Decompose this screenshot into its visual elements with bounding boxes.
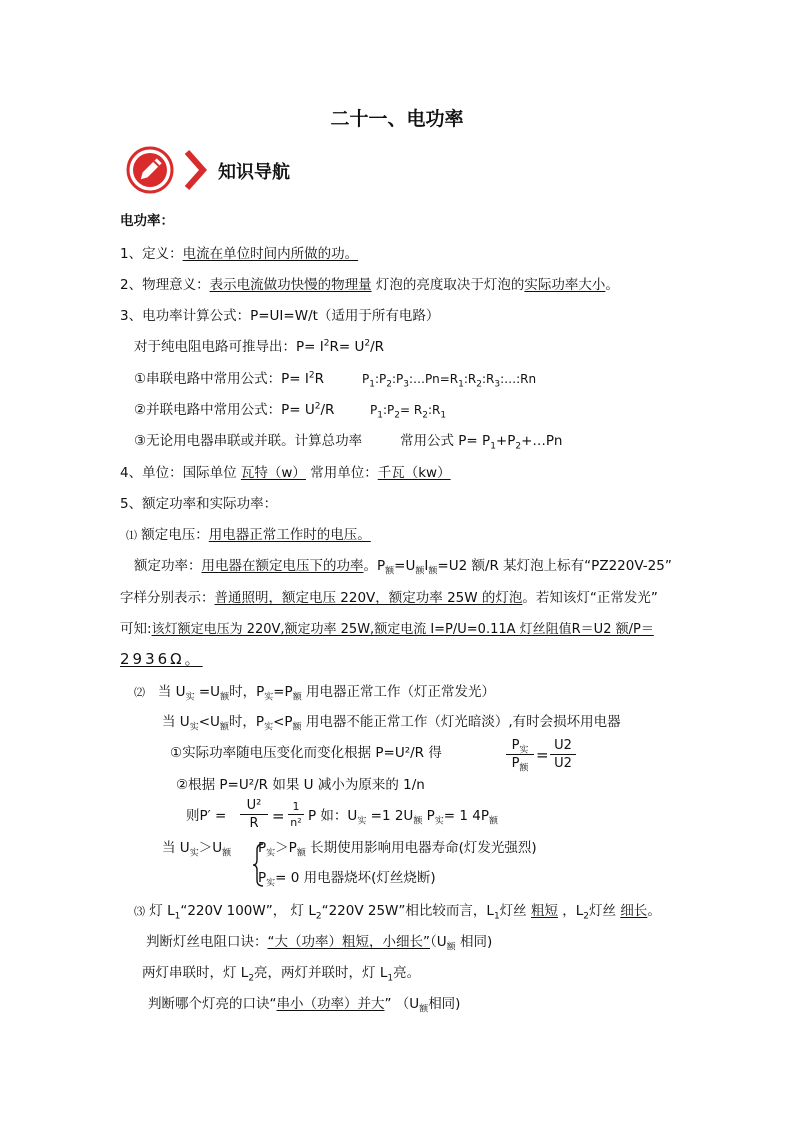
text: 4、单位：国际单位 <box>120 465 241 481</box>
label-meaning-line <box>120 589 658 607</box>
subscript: 实 <box>264 722 274 733</box>
text: ②并联电路中常用公式：P= U <box>134 402 315 418</box>
unit-line <box>120 464 451 482</box>
item-number: ⑶ <box>134 905 145 918</box>
pencil-icon <box>126 146 174 194</box>
underlined-answer: “大（功率）粗短，小细长” <box>267 934 430 950</box>
subscript: 额 <box>385 566 395 577</box>
fraction-voltage-ratio <box>550 738 576 771</box>
subscript: 实 <box>185 692 195 703</box>
text: 则P′ = <box>186 808 227 824</box>
higher-voltage-line <box>162 839 231 857</box>
subscript: 实 <box>519 745 529 756</box>
underlined-answer: 电流在单位时间内所做的功。 <box>182 246 359 262</box>
parallel-formula-line: ②并联电路中常用公式：$P= U^2/R$ <box>134 401 335 418</box>
definition-line <box>120 245 358 263</box>
text: /R <box>370 339 385 355</box>
text: =U2 额/R 某灯泡上标有“PZ220V-25” <box>437 558 672 574</box>
subscript: 额 <box>219 722 229 733</box>
underlined-answer: 普通照明，额定电压 220V，额定功率 25W 的灯泡 <box>214 590 523 606</box>
text: 。 <box>605 277 619 293</box>
bulb-comparison-line <box>134 902 661 921</box>
text: ” （U <box>384 996 420 1012</box>
fraction-one-over-n2 <box>288 800 304 829</box>
text: P <box>362 372 370 386</box>
underlined-answer: 实际功率大小 <box>524 277 606 293</box>
text: 时，P <box>229 684 265 700</box>
subscript: 1 <box>174 911 181 922</box>
brightness-mnemonic-line <box>148 995 460 1013</box>
text: 可知: <box>120 621 152 637</box>
subscript: 额 <box>446 942 456 953</box>
text: :R <box>481 372 495 386</box>
reduce-voltage-line: ②根据 P=U²/R 如果 U 减小为原来的 1/n <box>176 777 425 793</box>
underlined-answer: 表示电流做功快慢的物理量 <box>209 277 372 293</box>
pure-resistance-line: 对于纯电阻电路可推导出：$P= I^2R= U^2/R$ <box>134 338 385 355</box>
text: = R <box>400 403 423 417</box>
subscript: 额 <box>428 566 438 577</box>
text: 长期使用影响用电器寿命(灯发光强烈) <box>305 840 537 856</box>
text: 两灯串联时，灯 L <box>142 965 249 981</box>
example-line-left <box>186 807 226 825</box>
text: :…Pn=R <box>409 372 459 386</box>
text: ①串联电路中常用公式：P= I <box>134 371 309 387</box>
text: R= U <box>329 339 365 355</box>
formula-line: 3、电功率计算公式：P=UI=W/t（适用于所有电路） <box>120 308 440 324</box>
item-number: ⑴ <box>126 529 137 542</box>
subscript: 实 <box>266 878 276 889</box>
resistance-value-line <box>120 650 203 668</box>
text: :R <box>463 372 477 386</box>
text: 灯泡的亮度取决于灯泡的 <box>371 277 525 293</box>
text: /R <box>320 402 335 418</box>
text: （U <box>430 934 447 950</box>
subscript: 实 <box>189 848 199 859</box>
text: U² <box>246 798 262 813</box>
text: n² <box>290 816 302 829</box>
item-number: ⑵ <box>134 686 145 699</box>
page-title: 二十一、电功率 <box>330 108 464 130</box>
overvoltage-effect-line <box>258 839 537 857</box>
text: +…Pn <box>521 433 563 449</box>
subscript: 实 <box>266 848 276 859</box>
text: R <box>249 816 259 831</box>
text: 相同) <box>455 934 493 950</box>
subscript: 额 <box>489 816 499 827</box>
subscript: 额 <box>222 848 232 859</box>
text: 灯丝 <box>589 903 621 919</box>
text: <U <box>198 714 220 730</box>
subscript: 额 <box>292 692 302 703</box>
actual-power-line: ①实际功率随电压变化而变化根据 P=U²/R 得 <box>170 745 442 761</box>
text: 当 U <box>157 684 186 700</box>
text: 判断灯丝电阻口诀： <box>146 934 268 950</box>
subscript: 实 <box>264 692 274 703</box>
underlined-answer: 粗短 <box>530 903 558 919</box>
text: P 如：U <box>308 808 358 824</box>
text: 对于纯电阻电路可推导出：P= I <box>134 339 324 355</box>
text: 常用公式 P= P <box>400 433 491 449</box>
text: 灯 L <box>145 903 175 919</box>
equals-sign: = <box>272 807 285 825</box>
burnout-line <box>258 869 436 887</box>
text: 。若知该灯“正常发光” <box>522 590 658 606</box>
text: :P <box>382 403 395 417</box>
text: U2 <box>554 756 572 771</box>
label: 1、定义： <box>120 246 183 262</box>
text: “220V 100W”， 灯 L <box>180 903 316 919</box>
text: 1 <box>292 800 300 813</box>
subscript: 1 <box>387 973 394 984</box>
rated-power-line <box>134 557 672 575</box>
text: =U <box>394 558 416 574</box>
subscript: 额 <box>220 692 230 703</box>
text: :R <box>427 403 441 417</box>
fraction-u2-over-r <box>240 798 268 831</box>
subscript: 1 <box>493 911 500 922</box>
text: 字样分别表示： <box>120 590 215 606</box>
series-formula-line: ①串联电路中常用公式：$P= I^2R$ <box>134 370 324 387</box>
lower-voltage-line <box>162 713 621 731</box>
subscript: 实 <box>189 722 199 733</box>
text: :P <box>392 372 404 386</box>
text: P <box>370 403 378 417</box>
series-ratio: $P_1:P_2:P_3:\dots Pn=R_1:R_2:R_3:\dots:Rn$ <box>362 372 537 390</box>
text: “220V 25W”相比较而言，L <box>321 903 494 919</box>
subscript: 实 <box>357 816 367 827</box>
subscript: 2 <box>248 973 255 984</box>
underlined-answer: 细长 <box>620 903 648 919</box>
fraction-power-ratio <box>506 738 534 774</box>
known-values-line <box>120 620 654 639</box>
text: 用电器不能正常工作（灯光暗淡）,有时会损坏用电器 <box>301 714 621 730</box>
chevron-right-icon <box>182 148 208 192</box>
text: 灯丝 <box>499 903 531 919</box>
parallel-ratio: $P_1:P_2=$ $R_2:R_1$ <box>370 403 447 421</box>
text: +P <box>495 433 516 449</box>
text: 当 U <box>162 840 190 856</box>
text: =P <box>273 684 293 700</box>
rated-power-heading: 5、额定功率和实际功率： <box>120 496 278 512</box>
text: ＞P <box>275 840 297 856</box>
text: I <box>424 558 429 574</box>
text: R <box>314 371 324 387</box>
text: 额定电压： <box>137 527 209 543</box>
underlined-answer: 瓦特（w） <box>240 465 306 481</box>
text: P <box>511 738 520 753</box>
underlined-answer: 2936Ω。 <box>120 650 203 668</box>
text: 当 U <box>162 714 190 730</box>
text: 时，P <box>228 714 265 730</box>
text: P <box>258 840 267 856</box>
underlined-answer: 用电器在额定电压下的功率 <box>201 558 364 574</box>
physical-meaning-line <box>120 276 619 294</box>
text: :P <box>374 372 387 386</box>
text: ，L <box>557 903 584 919</box>
text: ③无论用电器串联或并联。计算总功率 <box>134 433 363 449</box>
section-heading: 电功率： <box>120 213 174 229</box>
series-parallel-brightness-line <box>142 964 420 982</box>
total-power-line <box>134 432 362 450</box>
text: ＞U <box>198 840 223 856</box>
text: 亮。 <box>393 965 421 981</box>
subscript: 额 <box>292 722 302 733</box>
text: U2 <box>554 738 572 753</box>
subscript: 额 <box>413 816 423 827</box>
underlined-answer: 千瓦（kw） <box>377 465 451 481</box>
text: 相同) <box>428 996 461 1012</box>
text: =1 2U <box>366 808 414 824</box>
subscript: 额 <box>296 848 306 859</box>
text: 用电器正常工作（灯正常发光） <box>301 684 496 700</box>
nav-title: 知识导航 <box>218 162 290 183</box>
text: 。 <box>647 903 661 919</box>
text: P <box>422 808 435 824</box>
text: P <box>258 870 267 886</box>
text: 。P <box>363 558 386 574</box>
text: 亮，两灯并联时，灯 L <box>254 965 388 981</box>
subscript: 额 <box>519 763 529 774</box>
subscript: 实 <box>434 816 444 827</box>
example-line-right <box>308 807 498 825</box>
equals-sign: = <box>536 746 549 764</box>
subscript: 2 <box>315 911 322 922</box>
text: 判断哪个灯亮的口诀“ <box>148 996 277 1012</box>
text: 常用单位： <box>305 465 378 481</box>
total-power-formula: 常用公式 $P= P_1+P_2+\dots Pn$ <box>400 433 563 452</box>
rated-voltage-line <box>126 526 371 545</box>
text: P <box>511 756 520 771</box>
equal-voltage-line <box>134 683 495 702</box>
underlined-answer: 该灯额定电压为 220V,额定功率 25W,额定电流 I=P/U=0.11A 灯丝阻值R＝U2 额/P＝ <box>151 622 654 637</box>
text: <P <box>273 714 293 730</box>
underlined-answer: 用电器正常工作时的电压。 <box>208 527 371 543</box>
subscript: 2 <box>583 911 590 922</box>
text: = 0 用电器烧坏(灯丝烧断) <box>275 870 436 886</box>
text: = 1 4P <box>443 808 489 824</box>
text: =U <box>194 684 221 700</box>
resistance-mnemonic-line <box>146 933 492 951</box>
subscript: 额 <box>415 566 425 577</box>
underlined-answer: 串小（功率）并大 <box>276 996 385 1012</box>
label: 2、物理意义： <box>120 277 210 293</box>
text: :…:Rn <box>500 372 537 386</box>
subscript: 额 <box>419 1004 429 1015</box>
text: 额定功率： <box>134 558 202 574</box>
